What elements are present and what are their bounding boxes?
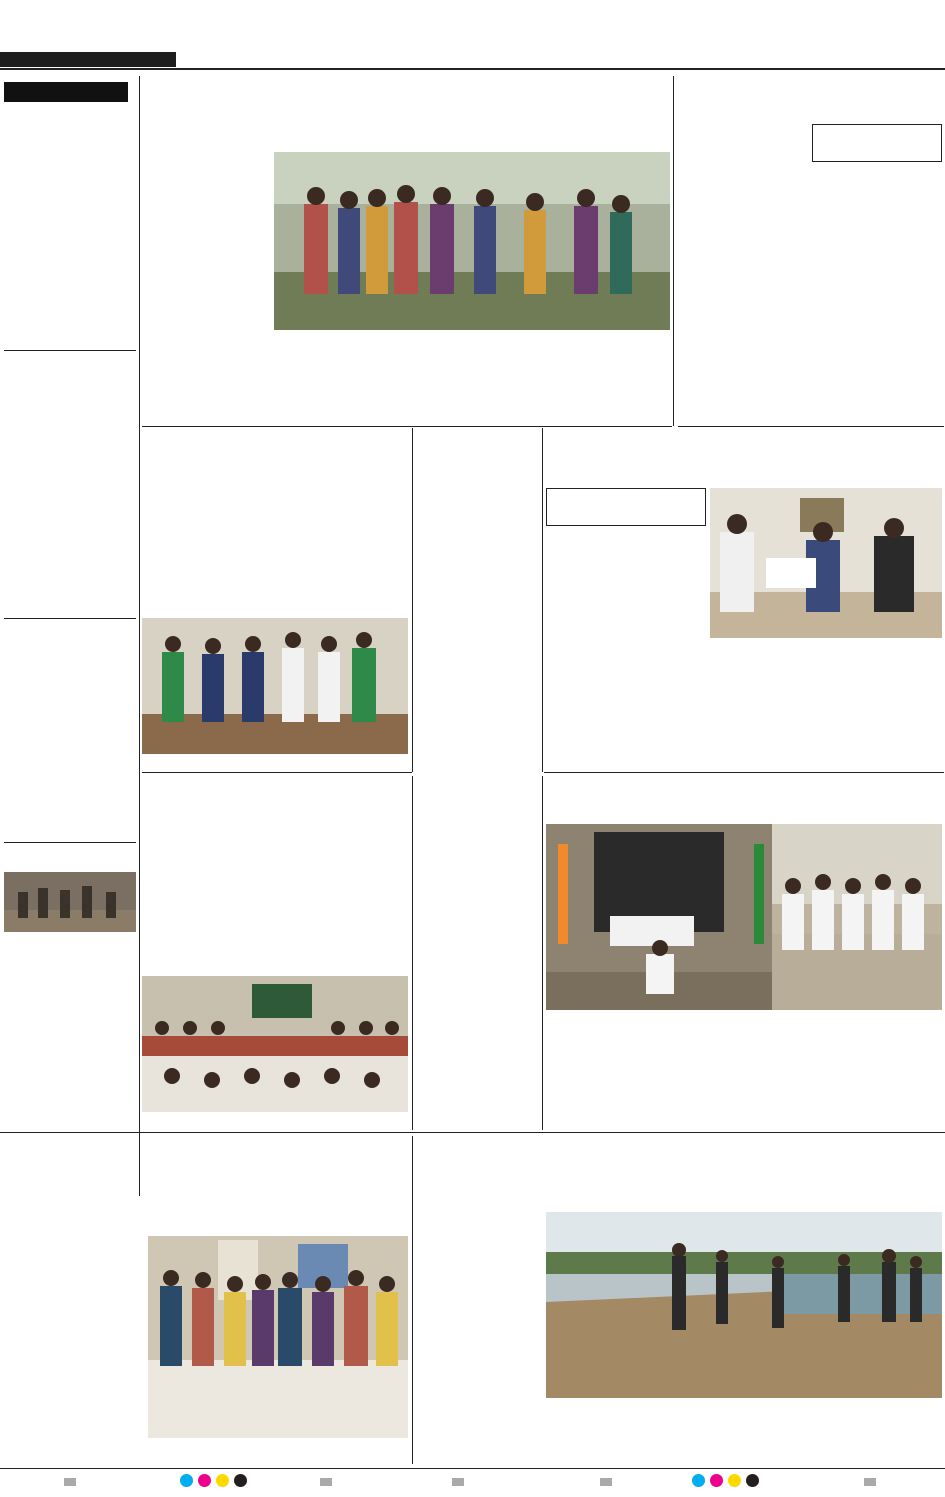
column-rule [542,776,543,1130]
thief-body [680,164,942,424]
farewell-photo [142,976,408,1112]
date-line [0,52,176,67]
crop-mark [864,1478,876,1486]
column-rule [673,76,674,426]
yellow-dot [728,1474,741,1487]
brief-headline [4,354,136,400]
market-body [142,152,270,424]
farewell-body [142,838,408,974]
magenta-dot [198,1474,211,1487]
footer-rule [0,1468,945,1469]
blood-headline [546,434,942,486]
brief-divider [4,618,136,619]
brief-headline [4,104,136,156]
childcare-headline [4,1136,408,1190]
brief-body [4,174,136,346]
brief-divider [4,842,136,843]
childcare-body [4,1206,144,1460]
kargil-photo [546,824,942,1010]
column-rule [412,428,413,772]
market-photo-image [274,152,670,330]
sports-headline [142,432,408,468]
kargil-body [546,1040,942,1130]
market-headline [142,80,670,132]
brief-photo [4,872,136,932]
brief-headline [4,848,136,868]
road-headline [416,432,540,480]
thief-kicker [813,125,941,128]
magenta-dot [710,1474,723,1487]
blood-subhead [547,489,705,492]
brief-headline [4,622,136,644]
village-photo [546,1212,942,1398]
meeting-headline [416,780,540,826]
cyan-dot [180,1474,193,1487]
kargil-headline [546,776,942,822]
column-rule [412,1136,413,1464]
yellow-dot [216,1474,229,1487]
crop-mark [600,1478,612,1486]
meeting-body [416,858,540,1130]
farewell-photo-image [142,976,408,1112]
thief-kicker-box [812,124,942,162]
black-dot [746,1474,759,1487]
cyan-dot [692,1474,705,1487]
edition-title [566,8,941,52]
crop-mark [64,1478,76,1486]
blood-subhead-box [546,488,706,526]
meeting-dateline [416,830,540,854]
black-dot [234,1474,247,1487]
sports-photo-image [142,618,408,754]
story-divider [142,772,412,773]
brief-body [4,418,136,614]
story-divider [544,772,944,773]
thief-headline [680,82,942,124]
brief-photo-image [4,872,136,932]
childcare-photo [148,1236,408,1438]
farewell-headline [142,780,408,820]
sports-body [142,488,408,616]
village-body [416,1216,542,1460]
section-divider [0,1132,945,1133]
brief-divider [4,350,136,351]
crop-mark [452,1478,464,1486]
column-rule [542,428,543,772]
column-rule [412,776,413,1130]
blood-body [546,546,706,768]
childcare-photo-image [148,1236,408,1438]
kargil-photo-image [546,824,942,1010]
masthead-divider [0,68,945,70]
story-divider [142,426,672,427]
brief-body [4,660,136,838]
story-divider [678,426,944,427]
crop-mark [320,1478,332,1486]
village-photo-image [546,1212,942,1398]
sports-photo [142,618,408,754]
column-rule [139,76,140,1196]
blood-photo-image [710,488,942,638]
market-photo [274,152,670,330]
road-body [416,498,540,768]
blood-photo [710,488,942,638]
village-headline [416,1136,942,1200]
section-tab [4,82,128,102]
